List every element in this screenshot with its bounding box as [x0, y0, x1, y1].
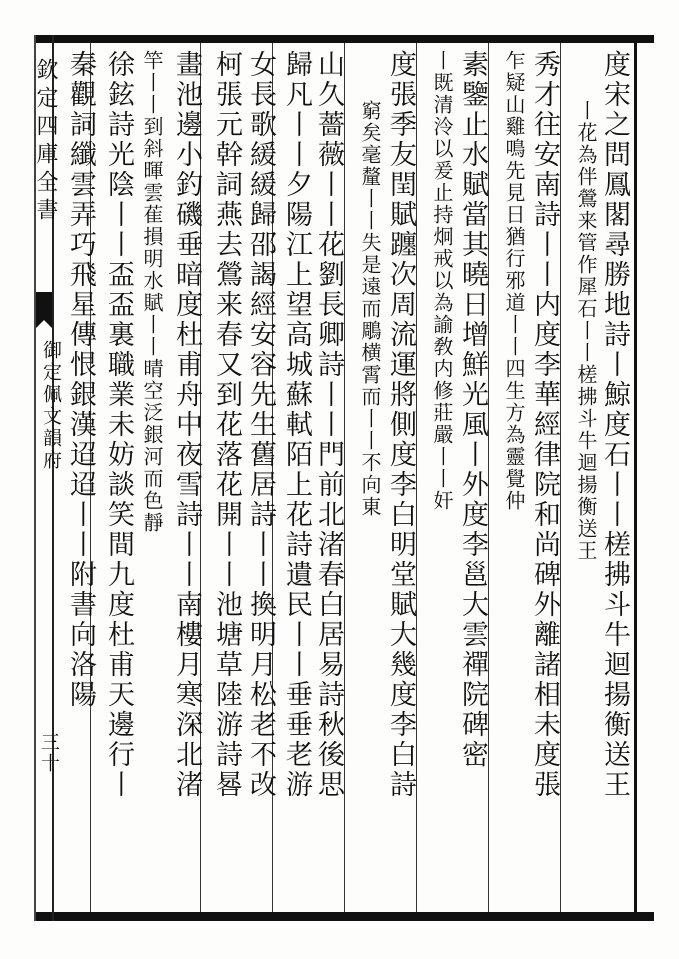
text-column: 度張季友閏賦躔次周流運將側度李白明堂賦大幾度李白詩	[385, 50, 416, 800]
margin-book-title: 欽定四庫全書	[33, 58, 58, 226]
top-border-rule	[34, 35, 654, 43]
text-column: 窮矣毫釐丨丨失是遠而鵰横霄而丨丨不向東	[358, 100, 382, 518]
right-border-rule	[634, 35, 637, 921]
margin-section-title: 御定佩文韻府	[40, 340, 62, 472]
text-column: 山久薔薇丨丨花劉長卿詩丨丨門前北渚春白居易詩秋後思	[313, 50, 344, 800]
text-column: 乍疑山雞鳴先見日猶行邪道丨丨四生方為靈覺仲	[502, 50, 526, 512]
text-column: 畫池邊小釣磯垂暗度杜甫舟中夜雪詩丨丨南樓月寒深北渚	[171, 50, 202, 800]
text-column: 度宋之問鳳閣尋勝地詩丨鯨度石丨丨槎拂斗牛迴揚衡送王	[599, 50, 630, 800]
text-column: 徐鉉詩光陰丨丨盃盃裏職業未妨談笑間九度杜甫天邊行丨	[103, 50, 134, 800]
text-column: 柯張元幹詞燕去鶯来春又到花落花開丨丨池塘草陸游詩晷	[211, 50, 242, 800]
text-column: 秦觀詞纖雲弄巧飛星傳恨銀漢迢迢丨丨附書向洛陽	[65, 50, 96, 710]
bottom-border-rule	[34, 912, 654, 921]
page-folio-number: 三十	[38, 732, 60, 774]
fishtail-mark	[36, 292, 52, 328]
text-column: 丨花為伴鶯来管作犀石丨丨槎拂斗牛迴揚衡送王	[574, 100, 598, 562]
text-column: 丨既清泠以爰止持炯戒以為諭敎内修莊嚴丨丨奸	[430, 50, 454, 512]
text-column: 歸凡丨丨夕陽江上望高城蘇軾陌上花詩遺民丨丨垂垂老游	[281, 50, 312, 800]
text-column: 素鑒止水賦當其曉日增鮮光風丨外度李邕大雲禪院碑密	[457, 50, 488, 770]
text-column: 秀才往安南詩丨丨内度李華經律院和尚碑外離諸相未度張	[529, 50, 560, 800]
text-column: 竿丨丨到斜暉雲萑損明水賦丨丨晴空泛銀河而色靜	[140, 50, 164, 534]
text-column: 女長歌緩緩歸邵謁經安容先生舊居詩丨丨換明月松老不改	[245, 50, 276, 800]
